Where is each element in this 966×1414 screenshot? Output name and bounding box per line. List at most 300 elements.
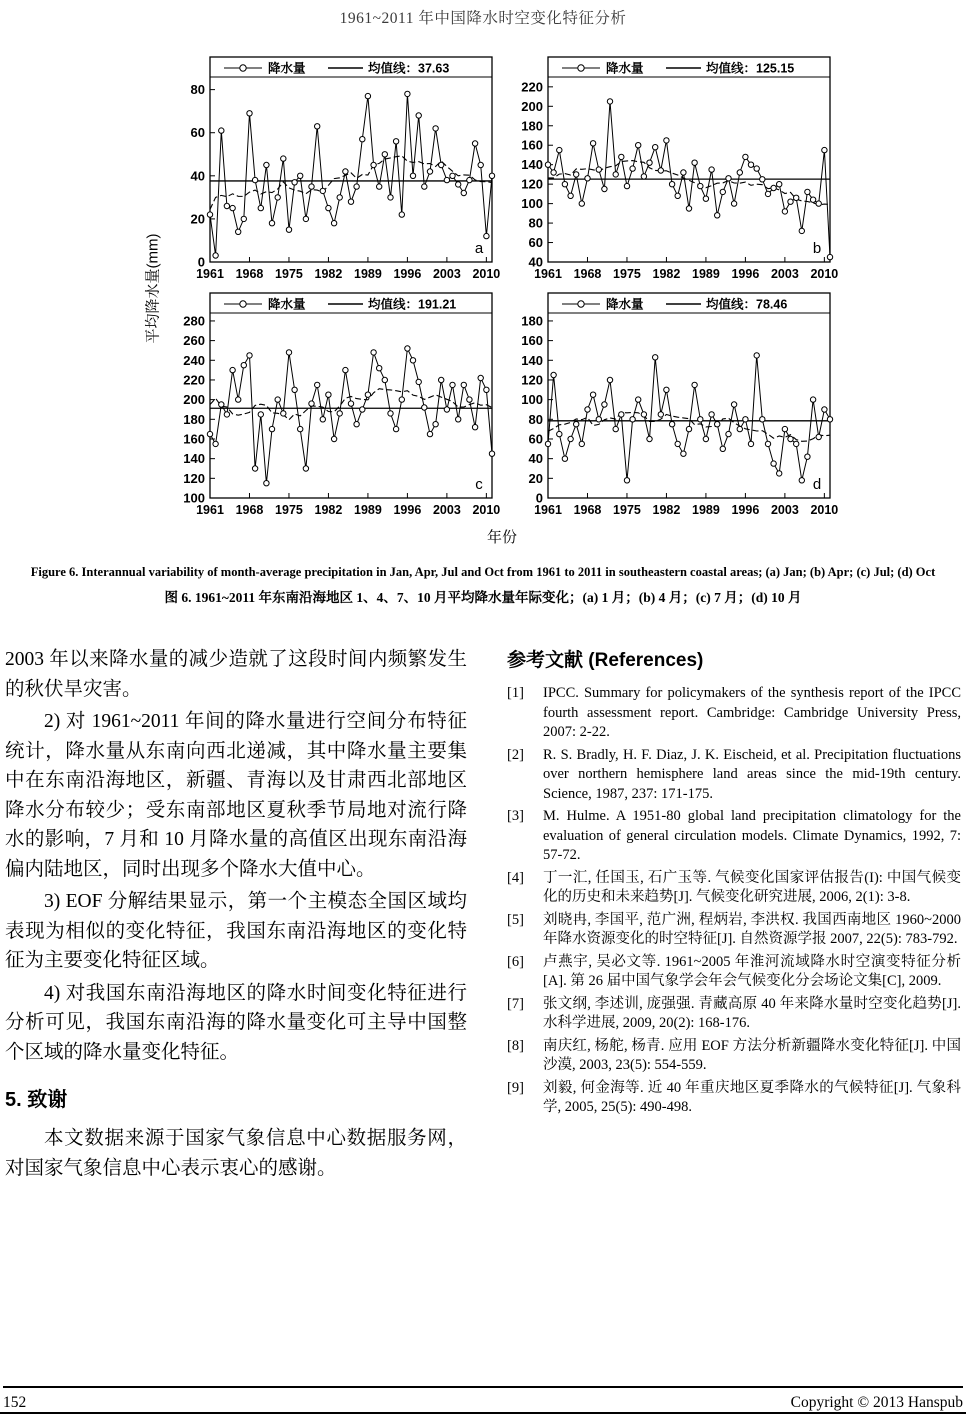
data-point	[777, 182, 782, 187]
data-point	[377, 366, 382, 371]
data-point	[303, 216, 308, 221]
y-tick-label: 180	[183, 411, 205, 427]
body-paragraph: 3) EOF 分解结果显示，第一个主模态全国区域均表现为相似的变化特征，我国东南沿海地区的变化特征为主要变化特征区域。	[5, 891, 467, 971]
y-tick-label: 140	[183, 451, 205, 467]
data-point	[720, 189, 725, 194]
data-point	[765, 191, 770, 196]
data-point	[703, 436, 708, 441]
x-tick-label: 2003	[432, 503, 461, 517]
reference-number: [5]	[507, 911, 524, 928]
data-point	[822, 407, 827, 412]
running-title: 1961~2011 年中国降水时空变化特征分析	[339, 10, 627, 27]
data-point	[630, 166, 635, 171]
y-tick-label: 180	[521, 313, 543, 329]
y-tick-label: 160	[521, 333, 543, 349]
x-axis-label: 年份	[486, 529, 517, 546]
reference-number: [1]	[507, 685, 524, 701]
trend-line	[548, 161, 830, 205]
data-point	[827, 417, 832, 422]
body-paragraph: 本文数据来源于国家气象信息中心数据服务网，对国家气象信息中心表示衷心的感谢。	[5, 1128, 467, 1179]
x-tick-label: 1989	[692, 503, 720, 517]
data-point	[816, 434, 821, 439]
data-point	[315, 124, 320, 129]
data-point	[247, 353, 252, 358]
data-point	[489, 451, 494, 456]
left-column	[5, 645, 467, 1186]
y-tick-label: 80	[190, 82, 205, 98]
data-point	[393, 426, 398, 431]
data-point	[658, 412, 663, 417]
data-point	[619, 412, 624, 417]
data-point	[590, 392, 595, 397]
y-tick-label: 0	[535, 490, 543, 506]
data-point	[281, 411, 286, 416]
data-point	[681, 170, 686, 175]
reference-text: 张文纲, 李述训, 庞强强. 青藏高原 40 年来降水量时空变化趋势[J]. 水科学进展, 2009, 20(2): 168-176.	[543, 995, 961, 1031]
references-list	[507, 684, 961, 1118]
data-point	[388, 411, 393, 416]
reference-number: [3]	[507, 808, 524, 824]
reference-item	[507, 807, 961, 866]
data-point	[393, 139, 398, 144]
data-point	[478, 375, 483, 380]
data-point	[439, 377, 444, 382]
data-point	[607, 377, 612, 382]
reference-text: R. S. Bradly, H. F. Diaz, J. K. Eischeid, et al. Precipitation fluctuations over northern hemisphere land areas since the mid-19th century. Science, 1987, 237: 171-175.	[543, 746, 961, 802]
data-point	[303, 466, 308, 471]
data-point	[224, 412, 229, 417]
data-point	[675, 441, 680, 446]
data-point	[799, 478, 804, 483]
data-point	[433, 126, 438, 131]
x-tick-label: 2010	[810, 503, 839, 517]
data-point	[726, 176, 731, 181]
references-heading: 参考文献 (References)	[507, 650, 704, 671]
y-tick-label: 100	[183, 490, 205, 506]
data-point	[613, 426, 618, 431]
data-point	[771, 185, 776, 190]
data-point	[709, 412, 714, 417]
x-tick-label: 2003	[432, 267, 461, 281]
y-tick-label: 220	[521, 79, 543, 95]
data-point	[309, 401, 314, 406]
data-point	[320, 188, 325, 193]
reference-item	[507, 1037, 961, 1076]
page-number: 152	[3, 1394, 27, 1411]
data-point	[630, 417, 635, 422]
x-tick-label: 1975	[613, 503, 641, 517]
data-point	[816, 201, 821, 206]
data-point	[765, 441, 770, 446]
y-tick-label: 240	[183, 352, 205, 368]
data-point	[371, 350, 376, 355]
data-point	[230, 205, 235, 210]
data-point	[760, 177, 765, 182]
data-point	[377, 184, 382, 189]
legend-mean-label: 均值线：78.46	[706, 297, 788, 312]
data-point	[219, 128, 224, 133]
data-point	[450, 382, 455, 387]
y-tick-label: 40	[528, 254, 543, 270]
reference-item	[507, 684, 961, 743]
data-point	[636, 143, 641, 148]
x-tick-label: 1996	[393, 267, 422, 281]
x-tick-label: 2010	[472, 503, 501, 517]
data-point	[754, 166, 759, 171]
data-point	[574, 422, 579, 427]
legend-series-label: 降水量	[268, 297, 306, 312]
data-point	[641, 174, 646, 179]
data-point	[647, 436, 652, 441]
data-point	[698, 183, 703, 188]
data-point	[562, 182, 567, 187]
data-point	[461, 382, 466, 387]
data-point	[703, 196, 708, 201]
data-point	[664, 138, 669, 143]
y-tick-label: 120	[521, 372, 543, 388]
legend-series-label: 降水量	[268, 61, 306, 76]
data-point	[810, 197, 815, 202]
data-line	[548, 355, 830, 480]
y-tick-label: 80	[528, 411, 543, 427]
data-point	[269, 426, 274, 431]
reference-item	[507, 995, 961, 1034]
y-tick-label: 40	[528, 451, 543, 467]
data-point	[726, 431, 731, 436]
panel-letter: d	[812, 476, 822, 493]
x-tick-label: 1968	[235, 267, 264, 281]
data-point	[551, 372, 556, 377]
legend-series-marker	[240, 301, 246, 307]
figure-caption-en: Figure 6. Interannual variability of month-average precipitation in Jan, Apr, Jul and Oct from 1961 to 2011 in southeastern coastal areas; (a) Jan; (b) Apr; (c) Jul; (d) Oct	[30, 565, 936, 579]
data-point	[241, 363, 246, 368]
data-point	[326, 205, 331, 210]
data-point	[348, 199, 353, 204]
data-point	[675, 193, 680, 198]
x-tick-label: 1975	[275, 267, 303, 281]
y-tick-label: 160	[521, 137, 543, 153]
y-tick-label: 280	[183, 313, 205, 329]
legend-series-marker	[578, 65, 584, 71]
data-point	[636, 397, 641, 402]
data-point	[264, 481, 269, 486]
data-point	[484, 233, 489, 238]
data-point	[224, 203, 229, 208]
x-tick-label: 1975	[613, 267, 641, 281]
data-point	[427, 169, 432, 174]
y-tick-label: 220	[183, 372, 205, 388]
y-tick-label: 260	[183, 333, 205, 349]
reference-item	[507, 911, 961, 950]
data-point	[444, 407, 449, 412]
data-point	[731, 201, 736, 206]
data-point	[213, 441, 218, 446]
data-point	[298, 173, 303, 178]
reference-number: [7]	[507, 995, 524, 1012]
data-point	[360, 407, 365, 412]
data-point	[748, 162, 753, 167]
chart-grid	[164, 52, 840, 524]
y-tick-label: 60	[528, 431, 543, 447]
data-point	[416, 113, 421, 118]
x-tick-label: 2003	[770, 503, 799, 517]
data-point	[562, 456, 567, 461]
data-point	[557, 431, 562, 436]
data-point	[354, 184, 359, 189]
data-point	[596, 417, 601, 422]
data-point	[602, 402, 607, 407]
x-tick-label: 1968	[573, 503, 602, 517]
data-point	[252, 177, 257, 182]
data-point	[715, 213, 720, 218]
x-tick-label: 1975	[275, 503, 303, 517]
x-tick-label: 2010	[810, 267, 839, 281]
data-point	[669, 422, 674, 427]
data-point	[320, 417, 325, 422]
reference-item	[507, 953, 961, 992]
reference-text: 刘毅, 何金海等. 近 40 年重庆地区夏季降水的气候特征[J]. 气象科学, 2005, 25(5): 490-498.	[543, 1079, 961, 1115]
data-point	[585, 407, 590, 412]
data-point	[557, 147, 562, 152]
data-point	[247, 111, 252, 116]
y-tick-label: 60	[190, 125, 205, 141]
data-point	[686, 206, 691, 211]
data-point	[737, 426, 742, 431]
data-point	[827, 254, 832, 259]
data-point	[337, 411, 342, 416]
data-point	[360, 137, 365, 142]
y-tick-label: 40	[190, 168, 205, 184]
x-tick-label: 1982	[652, 267, 681, 281]
body-columns	[5, 645, 961, 1186]
y-tick-label: 20	[528, 470, 543, 486]
data-point	[794, 441, 799, 446]
data-point	[799, 228, 804, 233]
data-point	[788, 436, 793, 441]
legend-series-label: 降水量	[606, 61, 644, 76]
data-point	[698, 417, 703, 422]
reference-number: [6]	[507, 953, 524, 970]
data-point	[343, 169, 348, 174]
data-point	[399, 212, 404, 217]
data-point	[405, 346, 410, 351]
x-tick-label: 2003	[770, 267, 799, 281]
data-point	[782, 426, 787, 431]
data-point	[805, 189, 810, 194]
data-point	[551, 170, 556, 175]
data-point	[275, 195, 280, 200]
data-point	[709, 167, 714, 172]
data-point	[331, 221, 336, 226]
y-tick-label: 20	[190, 211, 205, 227]
body-paragraph: 2) 对 1961~2011 年间的降水量进行空间分布特征统计，降水量从东南向西北递减，其中降水量主要集中在东南沿海地区，新疆、青海以及甘肃西北部地区降水分布较少；受东南部地区夏秋季节局地对流行降水的影响，7 月和 10 月降水量的高值区出现东南沿海偏内陆地区，同时出现多个降水大值中心。	[5, 711, 467, 880]
data-point	[748, 441, 753, 446]
data-point	[788, 199, 793, 204]
data-point	[641, 412, 646, 417]
data-point	[461, 190, 466, 195]
data-point	[405, 91, 410, 96]
legend-mean-label: 均值线：191.21	[368, 297, 457, 312]
data-point	[219, 402, 224, 407]
legend-mean-label: 均值线：37.63	[368, 61, 450, 76]
data-point	[653, 145, 658, 150]
data-point	[236, 229, 241, 234]
data-point	[275, 397, 280, 402]
x-tick-label: 1989	[354, 267, 382, 281]
data-point	[720, 446, 725, 451]
data-point	[754, 353, 759, 358]
data-point	[771, 461, 776, 466]
data-point	[489, 173, 494, 178]
y-tick-label: 80	[528, 215, 543, 231]
data-point	[568, 436, 573, 441]
data-point	[388, 195, 393, 200]
y-tick-label: 120	[521, 176, 543, 192]
data-point	[743, 417, 748, 422]
data-point	[439, 162, 444, 167]
reference-item	[507, 1079, 961, 1118]
data-point	[337, 195, 342, 200]
x-tick-label: 1968	[235, 503, 264, 517]
data-point	[399, 397, 404, 402]
data-point	[365, 392, 370, 397]
y-tick-label: 140	[521, 157, 543, 173]
data-point	[545, 441, 550, 446]
y-tick-label: 160	[183, 431, 205, 447]
data-point	[456, 182, 461, 187]
data-point	[658, 168, 663, 173]
data-point	[484, 387, 489, 392]
x-tick-label: 1989	[354, 503, 382, 517]
data-point	[298, 426, 303, 431]
data-point	[590, 141, 595, 146]
chart-panel-c	[164, 288, 502, 524]
data-point	[354, 422, 359, 427]
data-point	[207, 212, 212, 217]
y-tick-label: 100	[521, 196, 543, 212]
panel-letter: b	[812, 240, 822, 257]
reference-text: IPCC. Summary for policymakers of the synthesis report of the IPCC fourth assessment report. Cambridge: Cambridge University Press, 2007: 2-22.	[543, 685, 961, 740]
x-tick-label: 1996	[731, 503, 760, 517]
chart-panel-b	[502, 52, 840, 288]
data-point	[653, 355, 658, 360]
data-point	[213, 253, 218, 258]
reference-text: 南庆红, 杨舵, 杨青. 应用 EOF 方法分析新疆降水变化特征[J]. 中国沙漠, 2003, 23(5): 554-559.	[543, 1037, 961, 1073]
x-tick-label: 1961	[196, 503, 224, 517]
data-point	[286, 227, 291, 232]
data-point	[416, 379, 421, 384]
figure-captions	[0, 563, 966, 606]
y-tick-label: 100	[521, 392, 543, 408]
data-point	[427, 431, 432, 436]
data-point	[343, 367, 348, 372]
chart-panel-a	[164, 52, 502, 288]
data-point	[822, 147, 827, 152]
data-point	[472, 141, 477, 146]
data-point	[545, 162, 550, 167]
data-point	[624, 183, 629, 188]
data-point	[456, 417, 461, 422]
data-point	[331, 436, 336, 441]
copyright: Copyright © 2013 Hanspub	[790, 1394, 963, 1411]
data-point	[715, 422, 720, 427]
x-tick-label: 1996	[731, 267, 760, 281]
data-point	[382, 377, 387, 382]
data-point	[810, 397, 815, 402]
x-tick-label: 1961	[534, 503, 562, 517]
data-point	[794, 195, 799, 200]
data-point	[472, 425, 477, 430]
data-point	[410, 358, 415, 363]
x-tick-label: 1996	[393, 503, 422, 517]
reference-item	[507, 746, 961, 805]
x-tick-label: 1989	[692, 267, 720, 281]
data-point	[365, 93, 370, 98]
data-point	[422, 184, 427, 189]
data-point	[241, 216, 246, 221]
data-point	[760, 417, 765, 422]
y-tick-label: 0	[197, 254, 205, 270]
right-column	[507, 645, 961, 1186]
legend-mean-label: 均值线：125.15	[706, 61, 795, 76]
data-point	[619, 154, 624, 159]
data-point	[444, 177, 449, 182]
data-point	[450, 173, 455, 178]
data-point	[230, 367, 235, 372]
legend-series-marker	[240, 65, 246, 71]
data-point	[467, 397, 472, 402]
data-point	[607, 99, 612, 104]
data-point	[292, 387, 297, 392]
data-point	[467, 177, 472, 182]
data-point	[664, 387, 669, 392]
data-point	[613, 172, 618, 177]
reference-number: [2]	[507, 746, 524, 763]
data-point	[433, 422, 438, 427]
data-point	[264, 162, 269, 167]
data-point	[731, 402, 736, 407]
reference-text: 丁一汇, 任国玉, 石广玉等. 气候变化国家评估报告(I): 中国气候变化的历史和未来趋势[J]. 气候变化研究进展, 2006, 2(1): 3-8.	[543, 869, 961, 905]
reference-number: [9]	[507, 1079, 524, 1096]
data-point	[692, 382, 697, 387]
data-point	[579, 441, 584, 446]
x-tick-label: 1982	[314, 503, 343, 517]
data-point	[326, 392, 331, 397]
data-point	[743, 154, 748, 159]
data-point	[371, 162, 376, 167]
reference-text: 卢燕宇, 吴必文等. 1961~2005 年淮河流域降水时空演变特征分析[A]. 第 26 届中国气象学会年会气候变化分会场论文集[C], 2009.	[543, 953, 961, 989]
x-tick-label: 2010	[472, 267, 501, 281]
data-point	[681, 451, 686, 456]
data-point	[805, 454, 810, 459]
data-point	[624, 478, 629, 483]
data-point	[315, 382, 320, 387]
reference-number: [4]	[507, 869, 524, 886]
x-tick-label: 1961	[196, 267, 224, 281]
data-point	[686, 426, 691, 431]
figure-6	[140, 52, 840, 547]
data-point	[647, 160, 652, 165]
data-point	[422, 405, 427, 410]
data-point	[207, 431, 212, 436]
plot-border	[210, 57, 492, 262]
legend-series-label: 降水量	[606, 297, 644, 312]
y-tick-label: 200	[521, 98, 543, 114]
legend-series-marker	[578, 301, 584, 307]
data-point	[252, 466, 257, 471]
data-point	[669, 182, 674, 187]
x-tick-label: 1968	[573, 267, 602, 281]
